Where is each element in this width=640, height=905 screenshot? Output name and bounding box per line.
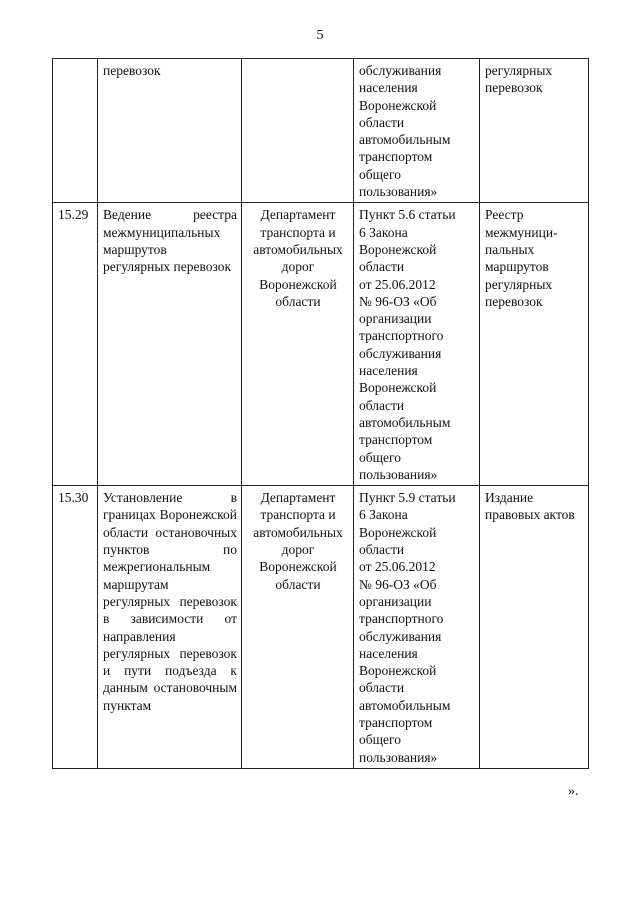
result-form-text: Издание правовых актов xyxy=(485,490,575,523)
result-form xyxy=(480,203,589,486)
legal-basis-text: обслуживания населения Воронежской области автомобильным транспортом общего пользования» xyxy=(359,63,451,200)
legal-basis-text: Пункт 5.9 статьи 6 Закона Воронежской области от 25.06.2012 № 96-ОЗ «Об организации транспортного обслуживания населения Воронежской области автомобильным транспортом общего пользования» xyxy=(359,490,456,765)
row-number xyxy=(53,59,98,203)
function-name: Ведение реестра межмуниципальных маршрутов регулярных перевозок xyxy=(98,203,242,486)
legal-basis xyxy=(354,59,480,203)
closing-quote-mark: ». xyxy=(568,784,579,799)
legal-basis-text: Пункт 5.6 статьи 6 Закона Воронежской области от 25.06.2012 № 96-ОЗ «Об организации транспортного обслуживания населения Воронежской области автомобильным транспортом общего пользования» xyxy=(359,207,456,482)
legal-basis xyxy=(354,486,480,769)
table-row xyxy=(53,59,589,203)
page-number: 5 xyxy=(316,28,324,43)
function-name: перевозок xyxy=(98,59,242,203)
result-form-text: регулярных перевозок xyxy=(485,63,553,96)
legal-basis xyxy=(354,203,480,486)
function-name: Установление в границах Воронежской области остановочных пунктов по межрегиональным маршрутам регулярных перевозок в зависимости от направления регулярных перевозок и пути подъезда к данным остановочным пунктам xyxy=(98,486,242,769)
table-row xyxy=(53,203,589,486)
row-number: 15.30 xyxy=(53,486,98,769)
responsible-body: Департамент транспорта и автомобильных дорог Воронежской области xyxy=(242,203,354,486)
responsible-body xyxy=(242,59,354,203)
result-form xyxy=(480,59,589,203)
row-number: 15.29 xyxy=(53,203,98,486)
functions-table xyxy=(52,58,589,769)
result-form-text: Реестр межмуници- пальных маршрутов регулярных перевозок xyxy=(485,207,558,309)
result-form xyxy=(480,486,589,769)
responsible-body: Департамент транспорта и автомобильных дорог Воронежской области xyxy=(242,486,354,769)
table-row xyxy=(53,486,589,769)
